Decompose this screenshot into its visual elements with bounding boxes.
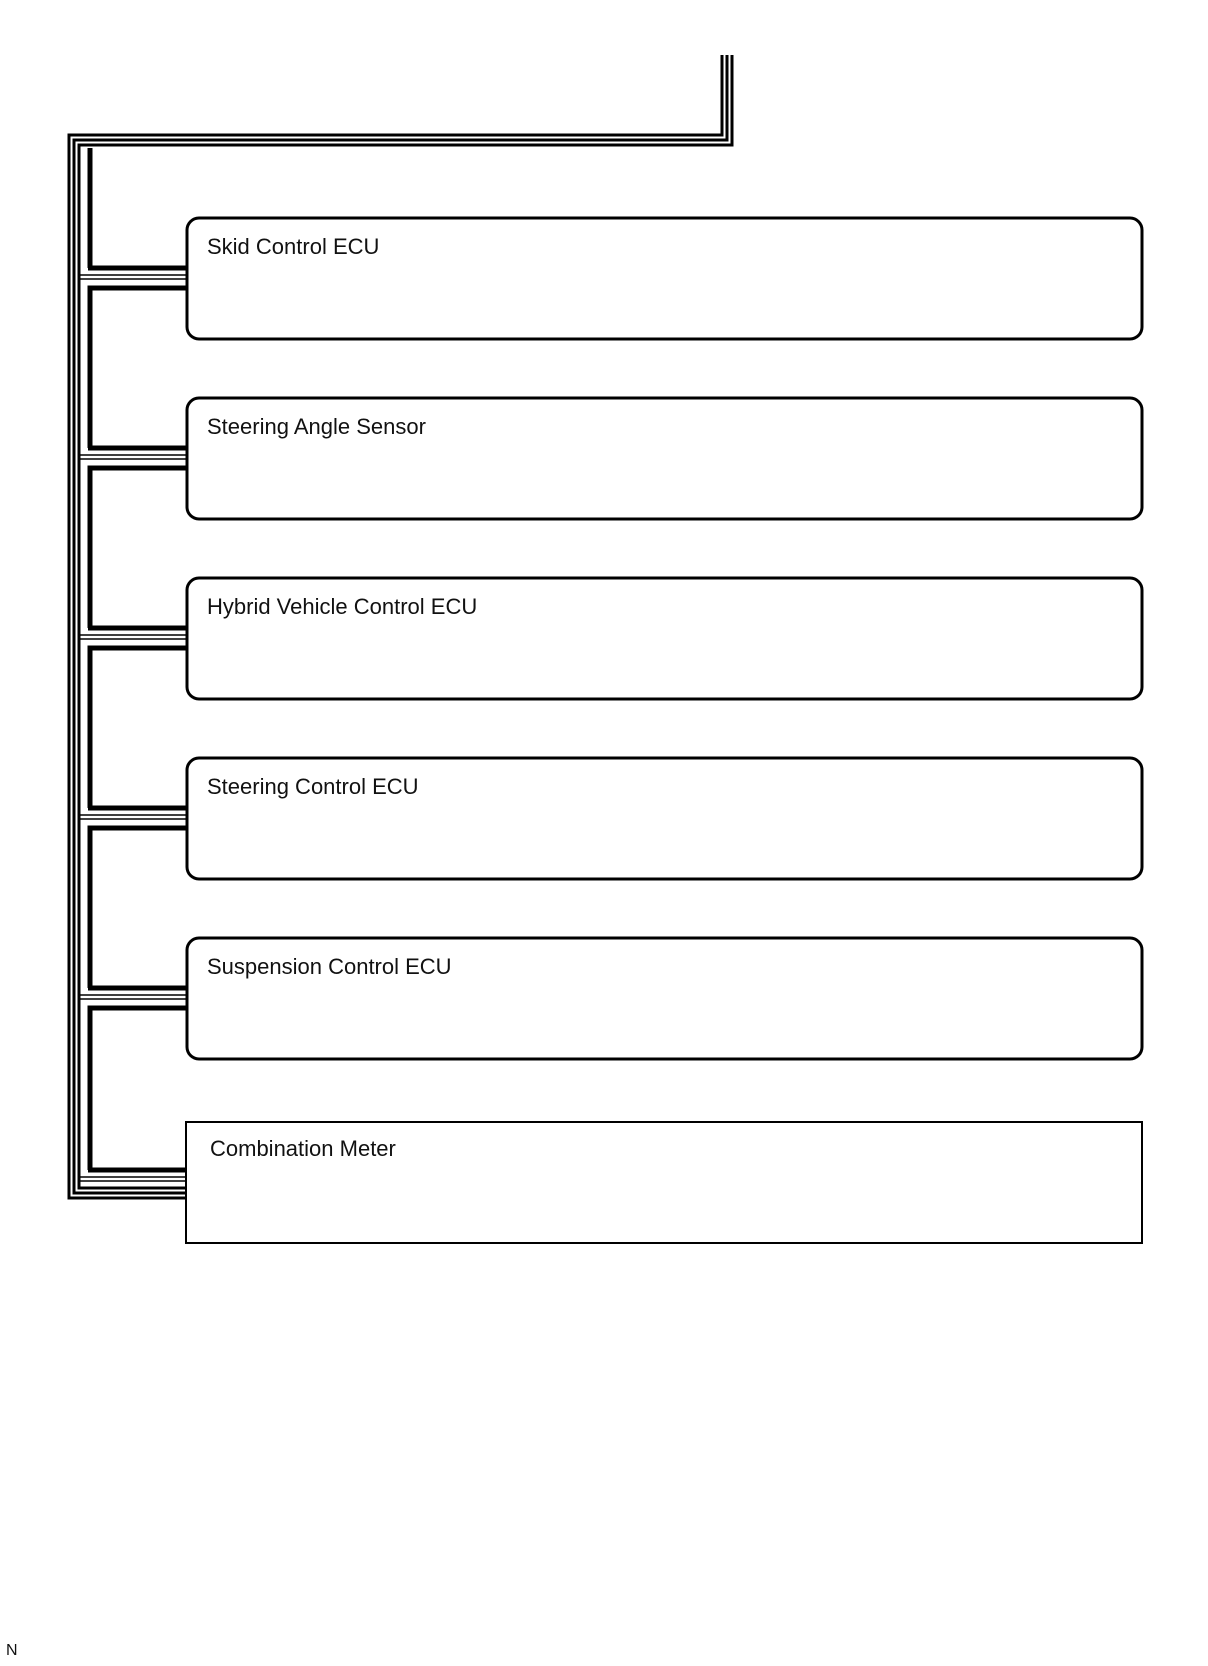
ecu-node [186,1122,1142,1243]
figure-code: N [6,1642,18,1659]
ecu-node [187,938,1142,1059]
ecu-label: Suspension Control ECU [207,954,452,979]
ecu-node [187,578,1142,699]
ecu-label: Skid Control ECU [207,234,380,259]
ecu-label: Steering Control ECU [207,774,419,799]
ecu-label: Steering Angle Sensor [207,414,426,439]
ecu-label: Combination Meter [210,1136,396,1161]
ecu-boxes [186,218,1142,1243]
ecu-label: Hybrid Vehicle Control ECU [207,594,478,619]
ecu-node [187,218,1142,339]
bus-link [90,288,186,448]
bus-link [90,468,186,628]
bus-link [90,828,186,988]
bus-link [90,648,186,808]
ecu-node [187,398,1142,519]
ecu-node [187,758,1142,879]
bus-link [90,1008,186,1170]
